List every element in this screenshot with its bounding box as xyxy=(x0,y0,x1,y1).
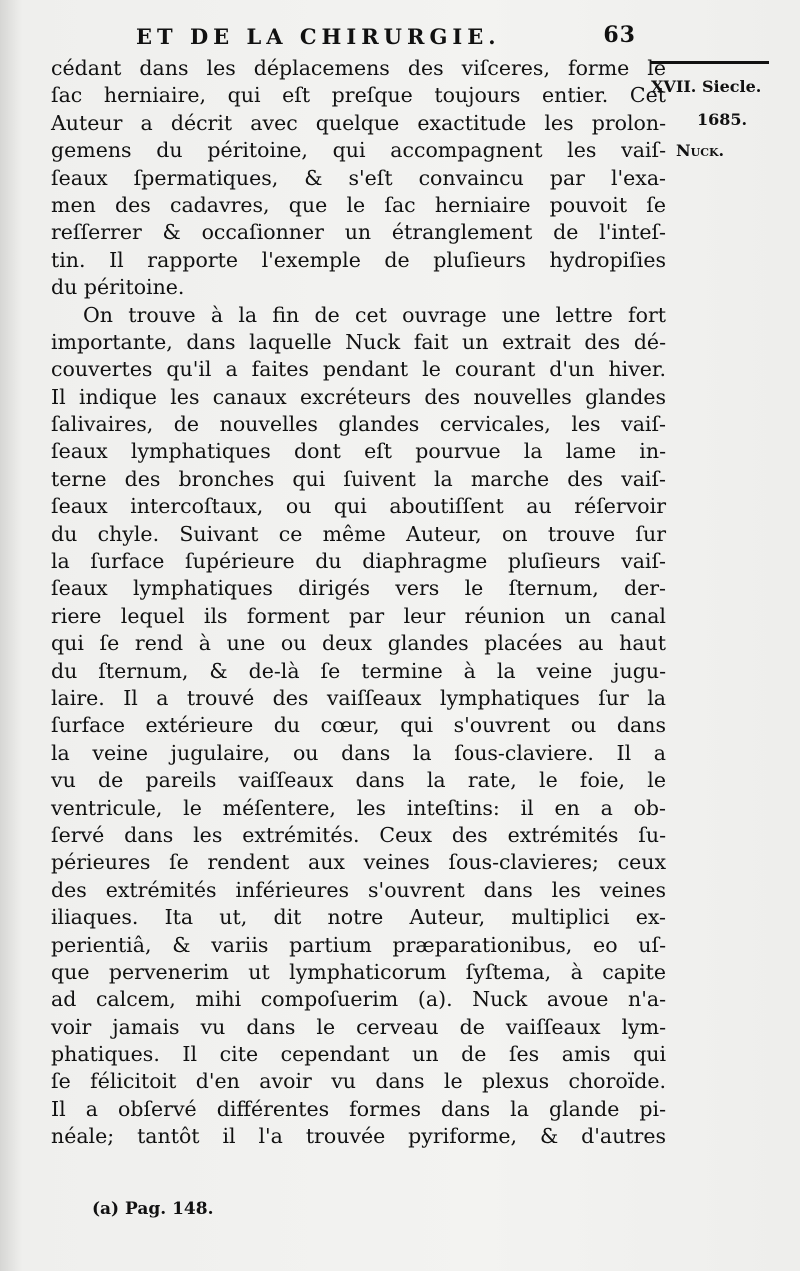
page-number: 63 xyxy=(603,22,636,48)
text-line: néale; tantôt il l'a trouvée pyriforme, & d'autres xyxy=(51,1124,666,1149)
text-line: gemens du péritoine, qui accompagnent les vaiſ- xyxy=(51,138,666,163)
text-line: iliaques. Ita ut, dit notre Auteur, multiplici ex- xyxy=(51,905,666,930)
margin-note-century: XVII. Siecle. xyxy=(651,77,762,96)
text-line: ſe félicitoit d'en avoir vu dans le plexus choroïde. xyxy=(51,1069,666,1094)
text-line: ſeaux lymphatiques dirigés vers le ſternum, der- xyxy=(51,576,666,601)
text-line: perientiâ, & variis partium præparationibus, eo uſ- xyxy=(51,932,666,957)
text-line: ſeaux lymphatiques dont eſt pourvue la lame in- xyxy=(51,439,666,464)
running-head xyxy=(136,20,636,54)
text-line: ſeaux ſpermatiques, & s'eſt convaincu par l'exa- xyxy=(51,165,666,190)
text-line: tin. Il rapporte l'exemple de pluſieurs hydropiſies xyxy=(51,247,666,272)
text-line: voir jamais vu dans le cerveau de vaiſſeaux lym- xyxy=(51,1014,666,1039)
text-line: des extrémités inférieures s'ouvrent dans les veines xyxy=(51,877,666,902)
paragraph-first-line: On trouve à la fin de cet ouvrage une lettre fort xyxy=(83,302,666,327)
text-line: importante, dans laquelle Nuck fait un extrait des dé- xyxy=(51,329,666,354)
text-line: du ſternum, & de-là ſe termine à la veine jugu- xyxy=(51,658,666,683)
text-line: ſalivaires, de nouvelles glandes cervicales, les vaiſ- xyxy=(51,412,666,437)
text-line: du chyle. Suivant ce même Auteur, on trouve ſur xyxy=(51,521,666,546)
text-line: que pervenerim ut lymphaticorum ſyſtema, à capite xyxy=(51,959,666,984)
margin-note-author: Nuck. xyxy=(676,141,725,160)
text-line: du péritoine. xyxy=(51,275,185,300)
text-line: laire. Il a trouvé des vaiſſeaux lymphatiques ſur la xyxy=(51,685,666,710)
text-line: vu de pareils vaiſſeaux dans la rate, le foie, le xyxy=(51,768,666,793)
text-line: qui ſe rend à une ou deux glandes placées au haut xyxy=(51,631,666,656)
text-line: phatiques. Il cite cependant un de ſes amis qui xyxy=(51,1042,666,1067)
text-line: Auteur a décrit avec quelque exactitude les prolon- xyxy=(51,110,666,135)
text-line: couvertes qu'il a faites pendant le courant d'un hiver. xyxy=(51,357,666,382)
text-line: Il a obſervé différentes formes dans la glande pi- xyxy=(51,1096,666,1121)
text-line: la veine jugulaire, ou dans la ſous-claviere. Il a xyxy=(51,740,666,765)
footnote: (a) Pag. 148. xyxy=(92,1199,214,1219)
text-line: périeures ſe rendent aux veines ſous-clavieres; ceux xyxy=(51,850,666,875)
text-line: reſſerrer & occaſionner un étranglement de l'inteſ- xyxy=(51,220,666,245)
text-line: Il indique les canaux excréteurs des nouvelles glandes xyxy=(51,384,666,409)
text-line: cédant dans les déplacemens des viſceres, forme le xyxy=(51,56,666,80)
text-line: terne des bronches qui ſuivent la marche des vaiſ- xyxy=(51,466,666,491)
text-line: riere lequel ils forment par leur réunion un canal xyxy=(51,603,666,628)
text-line: ſurface extérieure du cœur, qui s'ouvrent ou dans xyxy=(51,713,666,738)
margin-rule xyxy=(651,61,769,64)
running-head-title: ET DE LA CHIRURGIE. xyxy=(136,24,501,49)
text-line: la ſurface ſupérieure du diaphragme pluſieurs vaiſ- xyxy=(51,549,666,574)
text-line: ventricule, le méſentere, les inteſtins: il en a ob- xyxy=(51,795,666,820)
text-line: ſervé dans les extrémités. Ceux des extrémités ſu- xyxy=(51,822,666,847)
text-line: ſeaux intercoſtaux, ou qui aboutiſſent au réſervoir xyxy=(51,494,666,519)
text-line: men des cadavres, que le ſac herniaire pouvoit ſe xyxy=(51,192,666,217)
text-line: ad calcem, mihi compoſuerim (a). Nuck avoue n'a- xyxy=(51,987,666,1012)
text-line: ſac herniaire, qui eſt preſque toujours entier. Cet xyxy=(51,83,666,108)
body-text xyxy=(51,55,666,1151)
margin-note-year: 1685. xyxy=(697,110,748,129)
